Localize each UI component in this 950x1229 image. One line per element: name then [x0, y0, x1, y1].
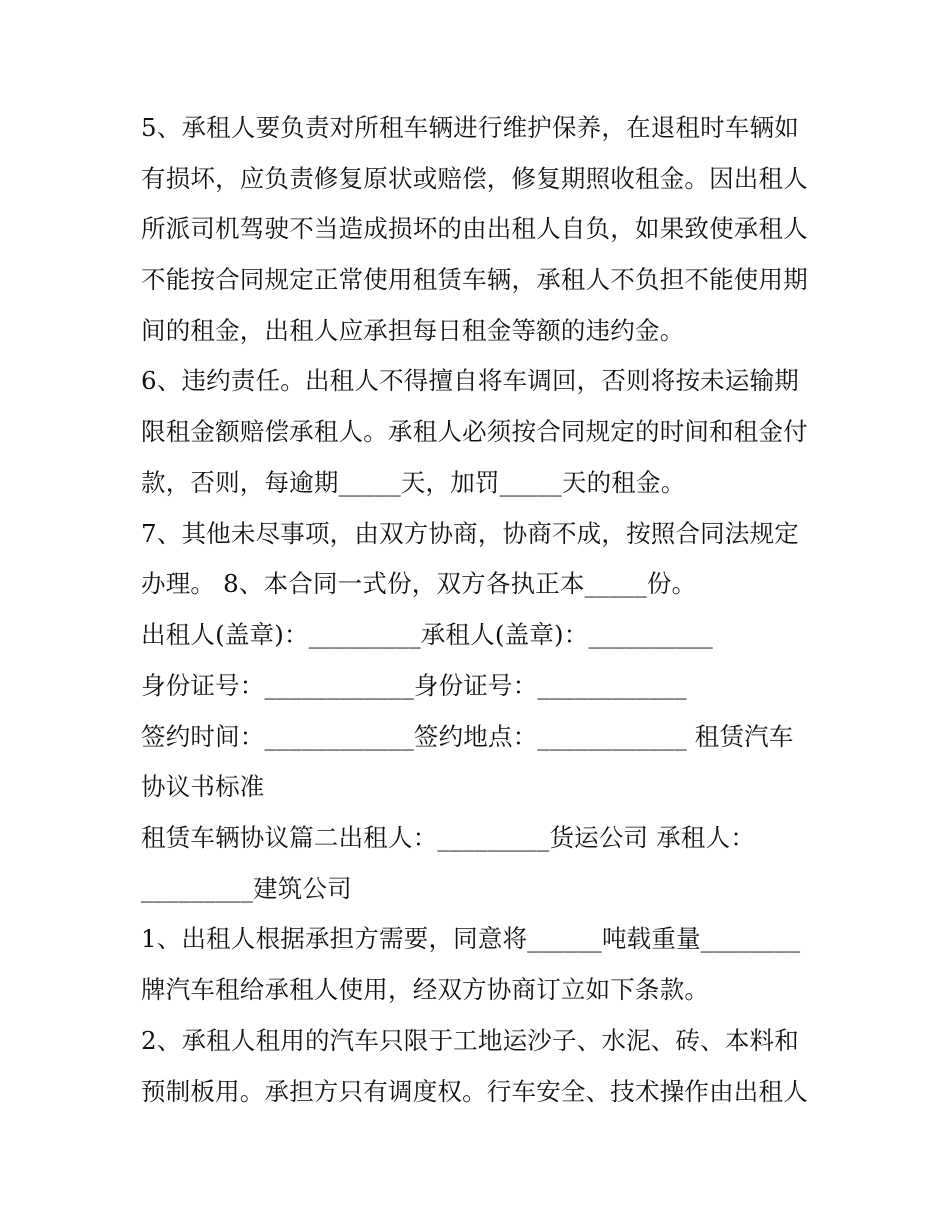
text-line: 不能按合同规定正常使用租赁车辆，承租人不负担不能使用期 — [141, 265, 808, 294]
text-line: 7、其他未尽事项，由双方协商，协商不成，按照合同法规定 — [141, 519, 799, 548]
text-line: 有损坏，应负责修复原状或赔偿，修复期照收租金。因出租人 — [141, 164, 808, 193]
signature-line-lessor-lessee: 出租人(盖章)：_________承租人(盖章)：__________ — [141, 620, 713, 649]
text-line: 租赁车辆协议篇二出租人：_________货运公司 承租人： — [141, 823, 756, 852]
signature-line-date-place: 签约时间：____________签约地点：____________ 租赁汽车 — [141, 722, 794, 751]
text-line: 5、承租人要负责对所租车辆进行维护保养，在退租时车辆如 — [141, 113, 799, 142]
text-line: 限租金额赔偿承租人。承租人必须按合同规定的时间和租金付 — [141, 417, 808, 446]
text-line: 6、违约责任。出租人不得擅自将车调回，否则将按未运输期 — [141, 366, 799, 395]
signature-line-id-numbers: 身份证号：____________身份证号：____________ — [141, 671, 687, 700]
text-line: 牌汽车租给承租人使用，经双方协商订立如下条款。 — [141, 975, 710, 1004]
text-line: 办理。 8、本合同一式份，双方各执正本_____份。 — [141, 569, 697, 598]
text-line: 款，否则，每逾期_____天，加罚_____天的租金。 — [141, 468, 686, 497]
section-heading: 协议书标准 — [141, 772, 265, 801]
text-line: 所派司机驾驶不当造成损坏的由出租人自负，如果致使承租人 — [141, 214, 808, 243]
text-line: 2、承租人租用的汽车只限于工地运沙子、水泥、砖、本料和 — [141, 1026, 799, 1055]
text-line: 间的租金，出租人应承担每日租金等额的违约金。 — [141, 316, 685, 345]
text-line: 预制板用。承担方只有调度权。行车安全、技术操作由出租人 — [141, 1077, 808, 1106]
text-line: 1、出租人根据承担方需要，同意将______吨载重量________ — [141, 924, 801, 953]
text-line: _________建筑公司 — [141, 874, 352, 903]
